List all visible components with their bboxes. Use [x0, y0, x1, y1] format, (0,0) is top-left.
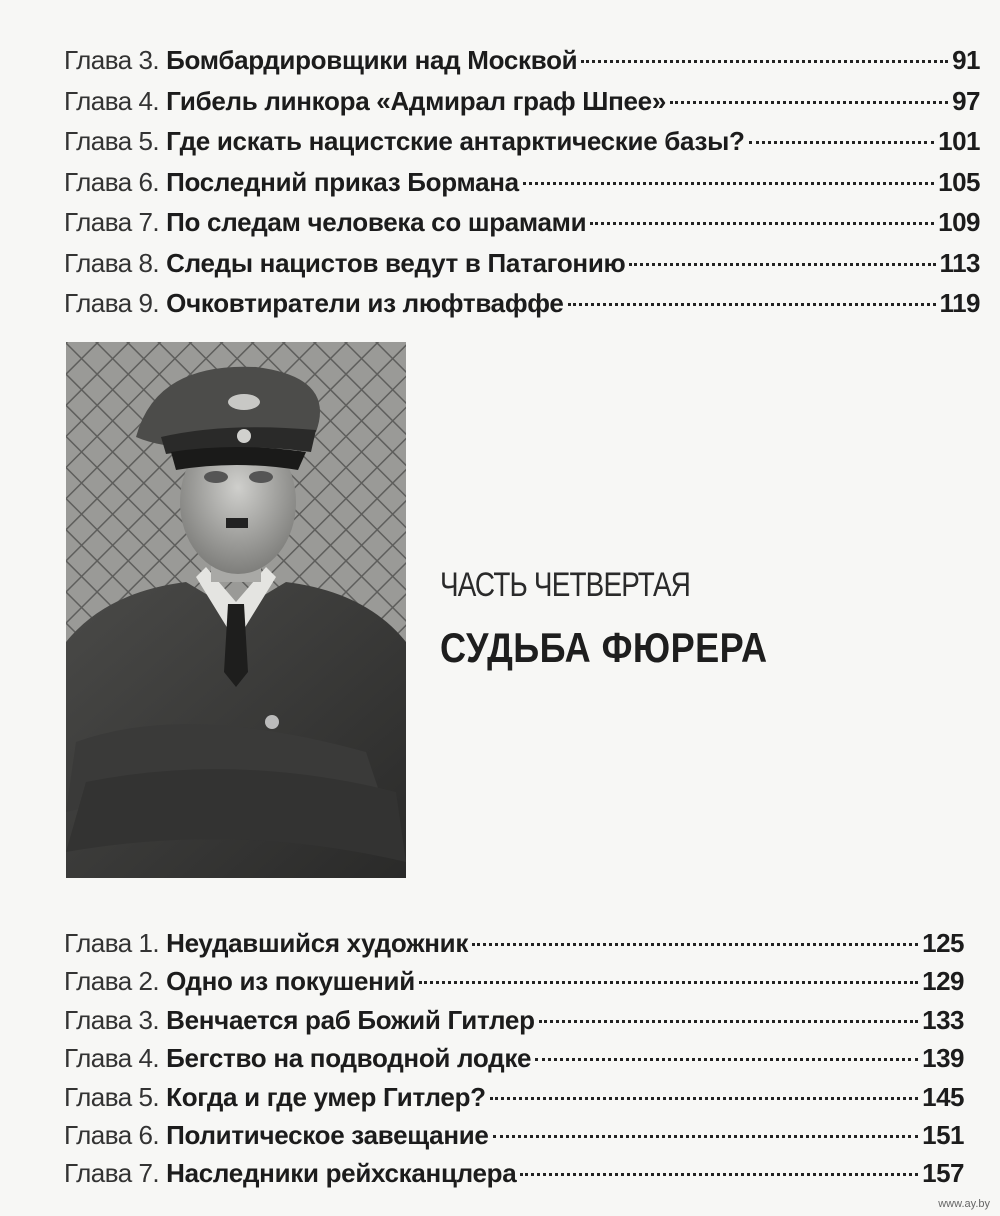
- watermark: www.ay.by: [938, 1198, 990, 1210]
- chapter-title: Где искать нацистские антарктические базы?: [166, 126, 745, 156]
- page-number: 157: [922, 1158, 964, 1189]
- chapter-title: Одно из покушений: [166, 966, 415, 997]
- toc-row: [64, 1154, 964, 1192]
- page-number: 109: [938, 207, 980, 237]
- chapter-number: Глава 5.: [64, 1081, 160, 1112]
- dot-leader: [472, 943, 918, 946]
- chapter-number: Глава 7.: [64, 1158, 160, 1189]
- chapter-number: Глава 8.: [64, 247, 160, 278]
- chapter-number: Глава 3.: [64, 1004, 160, 1035]
- page-number: 101: [938, 126, 980, 156]
- chapter-title: Политическое завещание: [166, 1119, 489, 1150]
- part-label: ЧАСТЬ ЧЕТВЕРТАЯ: [440, 566, 691, 604]
- dot-leader: [590, 222, 934, 225]
- chapter-number: Глава 7.: [64, 207, 160, 237]
- chapter-title: Бегство на подводной лодке: [166, 1043, 532, 1074]
- part-title: СУДЬБА ФЮРЕРА: [440, 624, 768, 671]
- page-number: 133: [922, 1004, 964, 1035]
- chapter-number: Глава 9.: [64, 288, 160, 318]
- toc-row: [64, 1039, 964, 1077]
- chapter-title: Венчается раб Божий Гитлер: [166, 1004, 535, 1035]
- chapter-number: Глава 6.: [64, 166, 160, 197]
- dot-leader: [670, 101, 948, 104]
- toc-row: [64, 1116, 964, 1154]
- chapter-title: Гибель линкора «Адмирал граф Шпее»: [166, 85, 666, 116]
- chapter-number: Глава 4.: [64, 1043, 160, 1074]
- toc-row: [64, 243, 980, 284]
- dot-leader: [629, 263, 935, 266]
- toc-top-list: [64, 40, 980, 324]
- toc-bottom-list: [64, 924, 964, 1193]
- toc-row: [64, 1078, 964, 1116]
- chapter-title: Наследники рейхсканцлера: [166, 1158, 517, 1189]
- toc-row: [64, 162, 980, 203]
- toc-row: [64, 1001, 964, 1039]
- dot-leader: [493, 1135, 919, 1138]
- chapter-number: Глава 4.: [64, 85, 160, 116]
- toc-row: [64, 40, 980, 81]
- dot-leader: [490, 1097, 918, 1100]
- page-number: 97: [952, 85, 980, 116]
- toc-row: [64, 283, 980, 324]
- page-number: 145: [922, 1081, 964, 1112]
- chapter-title: Очковтиратели из люфтваффе: [166, 288, 564, 318]
- dot-leader: [568, 303, 936, 306]
- toc-row: [64, 202, 980, 243]
- dot-leader: [581, 60, 948, 63]
- dot-leader: [539, 1020, 918, 1023]
- page-number: 151: [922, 1119, 964, 1150]
- chapter-number: Глава 5.: [64, 126, 160, 156]
- chapter-number: Глава 3.: [64, 45, 160, 75]
- toc-row: [64, 121, 980, 162]
- chapter-title: Последний приказ Бормана: [166, 166, 519, 197]
- chapter-title: По следам человека со шрамами: [166, 207, 587, 237]
- page-number: 91: [952, 45, 980, 75]
- page-number: 113: [939, 247, 980, 278]
- page-number: 105: [938, 166, 980, 197]
- chapter-title: Когда и где умер Гитлер?: [166, 1081, 486, 1112]
- page-number: 119: [939, 288, 980, 318]
- chapter-title: Неудавшийся художник: [166, 928, 469, 958]
- toc-row: [64, 924, 964, 962]
- chapter-title: Следы нацистов ведут в Патагонию: [166, 247, 626, 278]
- page-number: 129: [922, 966, 964, 997]
- toc-row: [64, 81, 980, 122]
- dot-leader: [520, 1173, 918, 1176]
- dot-leader: [749, 141, 934, 144]
- page-number: 125: [922, 928, 964, 958]
- page-number: 139: [922, 1043, 964, 1074]
- chapter-title: Бомбардировщики над Москвой: [166, 45, 578, 75]
- chapter-number: Глава 2.: [64, 966, 160, 997]
- chapter-number: Глава 6.: [64, 1119, 160, 1150]
- dot-leader: [523, 182, 934, 185]
- chapter-number: Глава 1.: [64, 928, 160, 958]
- portrait-photo: [66, 342, 406, 878]
- dot-leader: [535, 1058, 918, 1061]
- toc-row: [64, 962, 964, 1000]
- dot-leader: [419, 981, 918, 984]
